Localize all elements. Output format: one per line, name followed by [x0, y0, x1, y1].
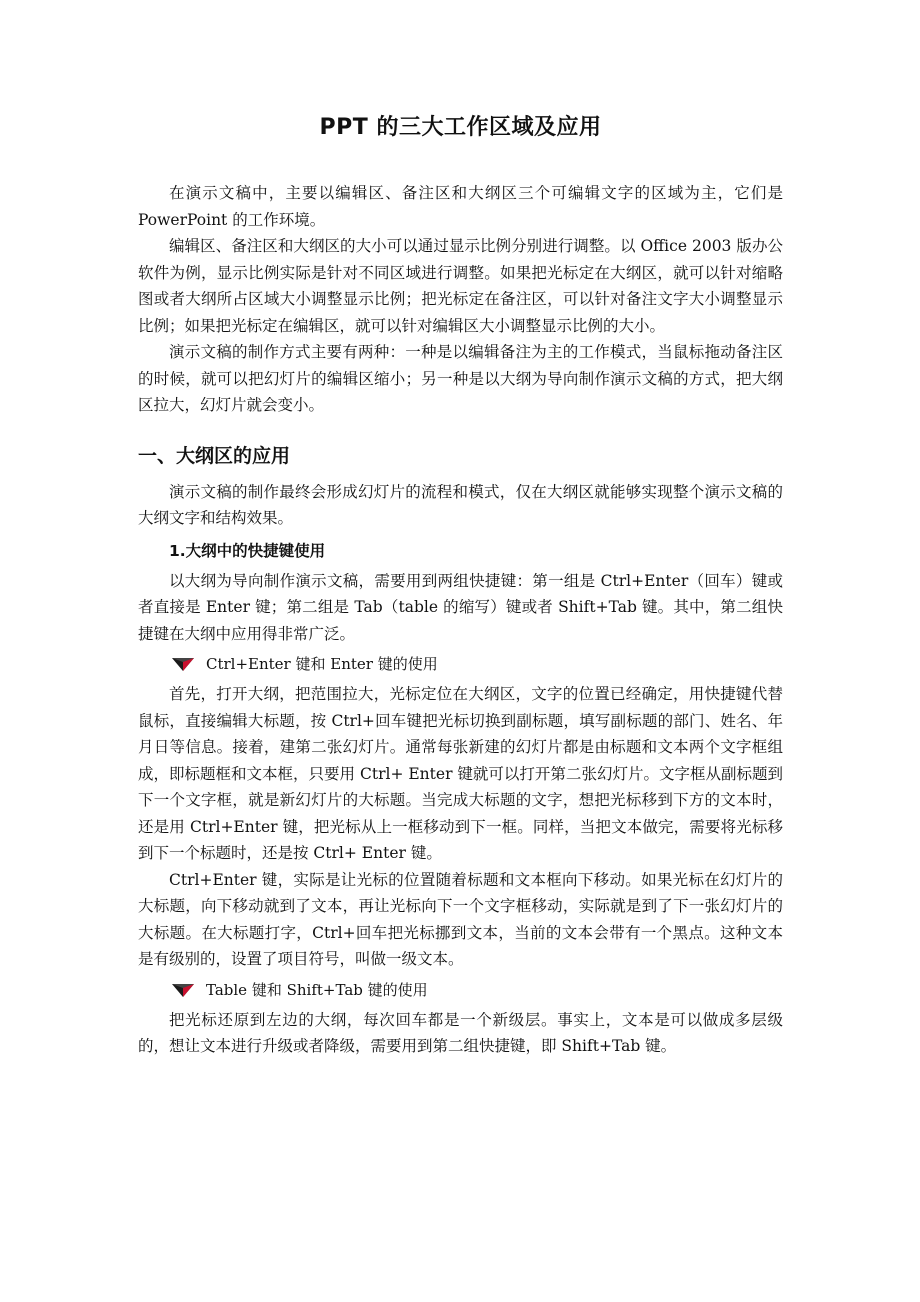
- section-1-heading: 一、大纲区的应用: [138, 444, 291, 467]
- document-page: [138, 110, 783, 1060]
- bullet-heading-2-label: Table 键和 Shift+Tab 键的使用: [206, 980, 428, 999]
- intro-paragraph-1: 在演示文稿中，主要以编辑区、备注区和大纲区三个可编辑文字的区域为主，它们是 PowerPoint 的工作环境。: [138, 184, 783, 229]
- arrow-bullet-icon: [172, 656, 194, 672]
- subsection-1-heading: 1.大纲中的快捷键使用: [169, 541, 326, 560]
- bullet-heading-1-label: Ctrl+Enter 键和 Enter 键的使用: [206, 655, 438, 673]
- section-1-paragraph: 演示文稿的制作最终会形成幻灯片的流程和模式，仅在大纲区就能够实现整个演示文稿的大纲文字和结构效果。: [138, 482, 783, 527]
- intro-paragraph-3: 演示文稿的制作方式主要有两种：一种是以编辑备注为主的工作模式，当鼠标拖动备注区的时候，就可以把幻灯片的编辑区缩小；另一种是以大纲为导向制作演示文稿的方式，把大纲区拉大，幻灯片就会变小。: [138, 343, 783, 414]
- bullet-2-paragraph: 把光标还原到左边的大纲，每次回车都是一个新级层。事实上，文本是可以做成多层级的，想让文本进行升级或者降级，需要用到第二组快捷键，即 Shift+Tab 键。: [138, 1010, 783, 1055]
- arrow-bullet-icon: [172, 982, 194, 998]
- bullet-1-paragraph-2: Ctrl+Enter 键，实际是让光标的位置随着标题和文本框向下移动。如果光标在幻灯片的大标题，向下移动就到了文本，再让光标向下一个文字框移动，实际就是到了下一张幻灯片的大标题。在大标题打字，Ctrl+回车把光标挪到文本，当前的文本会带有一个黑点。这种文本是有级别的，设置了项目符号，叫做一级文本。: [138, 870, 783, 968]
- subsection-1-paragraph: 以大纲为导向制作演示文稿，需要用到两组快捷键：第一组是 Ctrl+Enter（回车）键或者直接是 Enter 键；第二组是 Tab（table 的缩写）键或者 Shift+Tab 键。其中，第二组快捷键在大纲中应用得非常广泛。: [138, 571, 783, 643]
- intro-paragraph-2: 编辑区、备注区和大纲区的大小可以通过显示比例分别进行调整。以 Office 2003 版办公软件为例，显示比例实际是针对不同区域进行调整。如果把光标定在大纲区，就可以针对缩略图或者大纲所占区域大小调整显示比例；把光标定在备注区，可以针对备注文字大小调整显示比例；如果把光标定在编辑区，就可以针对编辑区大小调整显示比例的大小。: [138, 237, 783, 335]
- document-title: PPT 的三大工作区域及应用: [319, 115, 602, 140]
- bullet-heading-2: [138, 975, 783, 1005]
- bullet-1-paragraph-1: 首先，打开大纲，把范围拉大，光标定位在大纲区，文字的位置已经确定，用快捷键代替鼠标，直接编辑大标题，按 Ctrl+回车键把光标切换到副标题，填写副标题的部门、姓名、年月日等信息。接着，建第二张幻灯片。通常每张新建的幻灯片都是由标题和文本两个文字框组成，即标题框和文本框，只要用 Ctrl+ Enter 键就可以打开第二张幻灯片。文字框从副标题到下一个文字框，就是新幻灯片的大标题。当完成大标题的文字，想把光标移到下方的文本时，还是用 Ctrl+Enter 键，把光标从上一框移动到下一框。同样，当把文本做完，需要将光标移到下一个标题时，还是按 Ctrl+ Enter 键。: [138, 685, 783, 862]
- bullet-heading-1: [138, 649, 783, 679]
